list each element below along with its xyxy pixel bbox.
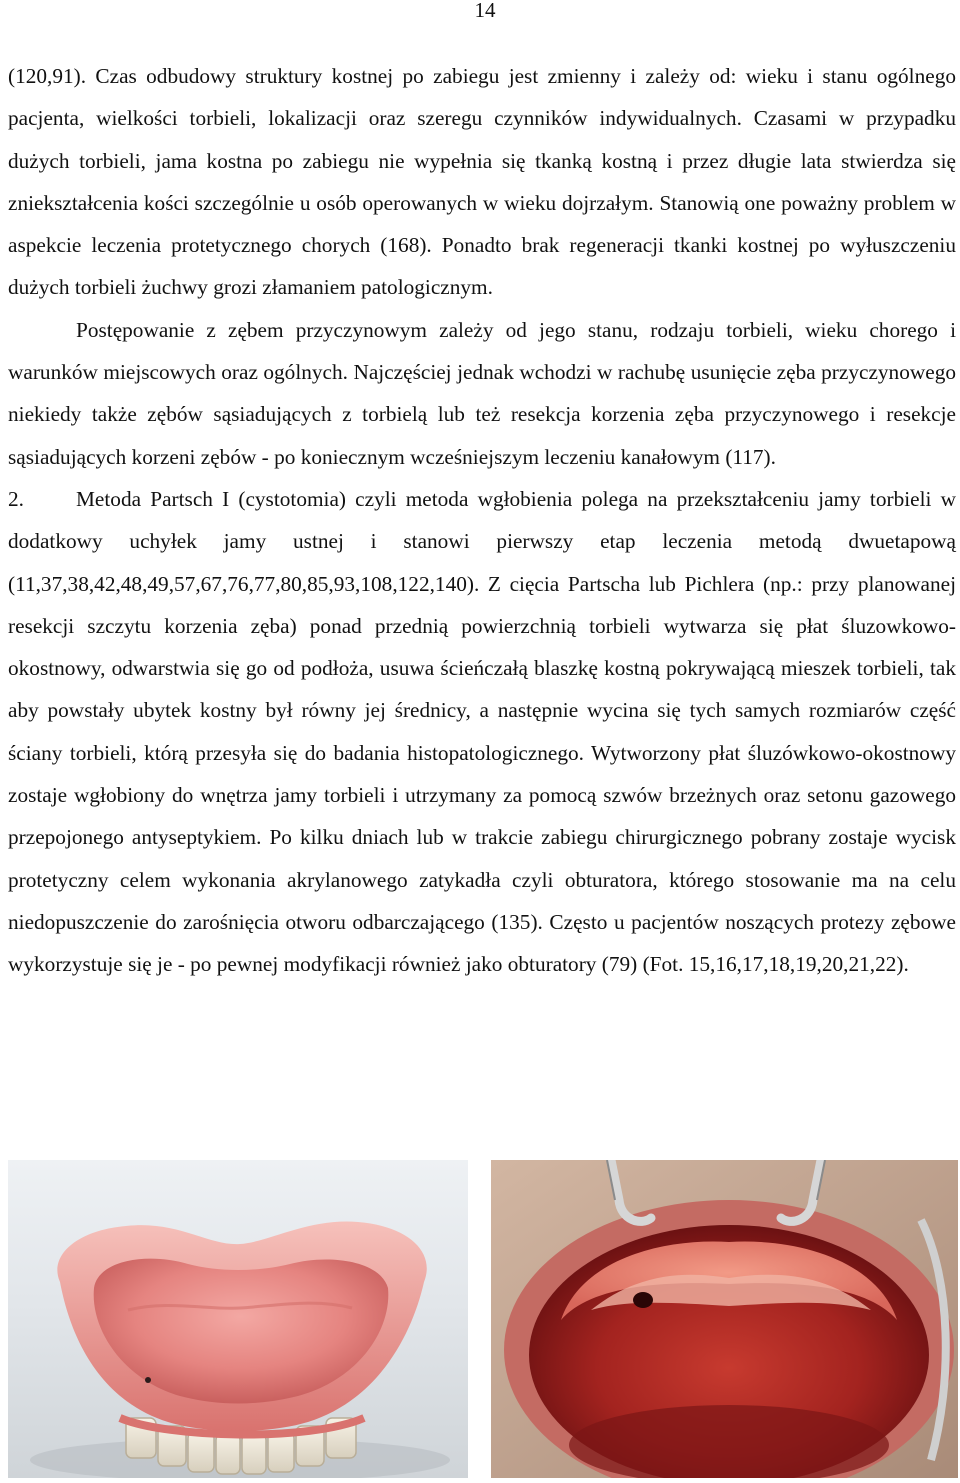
denture-photo-icon — [8, 1160, 468, 1478]
paragraph-3-text: Metoda Partsch I (cystotomia) czyli metoda wgłobienia polega na przekształceniu jamy torbieli w dodatkowy uchyłek jamy ustnej i stanowi pierwszy etap leczenia metodą dwuetapową (11,37,38,42,48,49,57,67,76,77,80,85,93,108,122,140). Z cięcia Partscha lub Pichlera (np.: przy planowanej resekcji szczytu korzenia zęba) ponad przednią powierzchnią torbieli wytwarza się płat śluzowkowo-okostnowy, odwarstwia się go od podłoża, usuwa ścieńczałą blaszkę kostną pokrywającą mieszek torbieli, tak aby powstały ubytek kostny był równy jej średnicy, a następnie wycina się tych samych rozmiarów część ściany torbieli, którą przesyła się do badania histopatologicznego. Wytworzony płat śluzówkowo-okostnowy zostaje wgłobiony do wnętrza jamy torbieli i utrzymany za pomocą szwów brzeżnych oraz setonu gazowego przepojonego antyseptykiem. Po kilku dniach lub w trakcie zabiegu chirurgicznego pobrany zostaje wycisk protetyczny celem wykonania akrylanowego zatykadła czyli obturatora, którego stosowanie ma na celu niedopuszczenie do zarośnięcia otworu odbarczającego (135). Często u pacjentów noszących protezy zębowe wykorzystuje się je - po pewnej modyfikacji również jako obturatory (79) (Fot. 15,16,17,18,19,20,21,22). — [8, 486, 956, 977]
open-mouth-photo — [491, 1160, 958, 1478]
denture-photo — [8, 1160, 468, 1478]
open-mouth-photo-icon — [491, 1160, 958, 1478]
body-text — [8, 55, 956, 986]
list-number: 2. — [8, 486, 24, 511]
page-number: 14 — [474, 0, 496, 22]
paragraph-3 — [8, 478, 956, 986]
paragraph-1: (120,91). Czas odbudowy struktury kostnej po zabiegu jest zmienny i zależy od: wieku i stanu ogólnego pacjenta, wielkości torbieli, lokalizacji oraz szeregu czynników indywidualnych. Czasami w przypadku dużych torbieli, jama kostna po zabiegu nie wypełnia się tkanką kostną i przez długie lata stwierdza się zniekształcenia kości szczególnie u osób operowanych w wieku dojrzałym. Stanowią one poważny problem w aspekcie leczenia protetycznego chorych (168). Ponadto brak regeneracji tkanki kostnej po wyłuszczeniu dużych torbieli żuchwy grozi złamaniem patologicznym. — [8, 64, 956, 300]
paragraph-2: Postępowanie z zębem przyczynowym zależy od jego stanu, rodzaju torbieli, wieku chorego i warunków miejscowych oraz ogólnych. Najczęściej jednak wchodzi w rachubę usunięcie zęba przyczynowego niekiedy także zębów sąsiadujących z torbielą lub też resekcja korzenia zęba przyczynowego i resekcje sąsiadujących korzeni zębów - po koniecznym wcześniejszym leczeniu kanałowym (117). — [8, 317, 956, 469]
